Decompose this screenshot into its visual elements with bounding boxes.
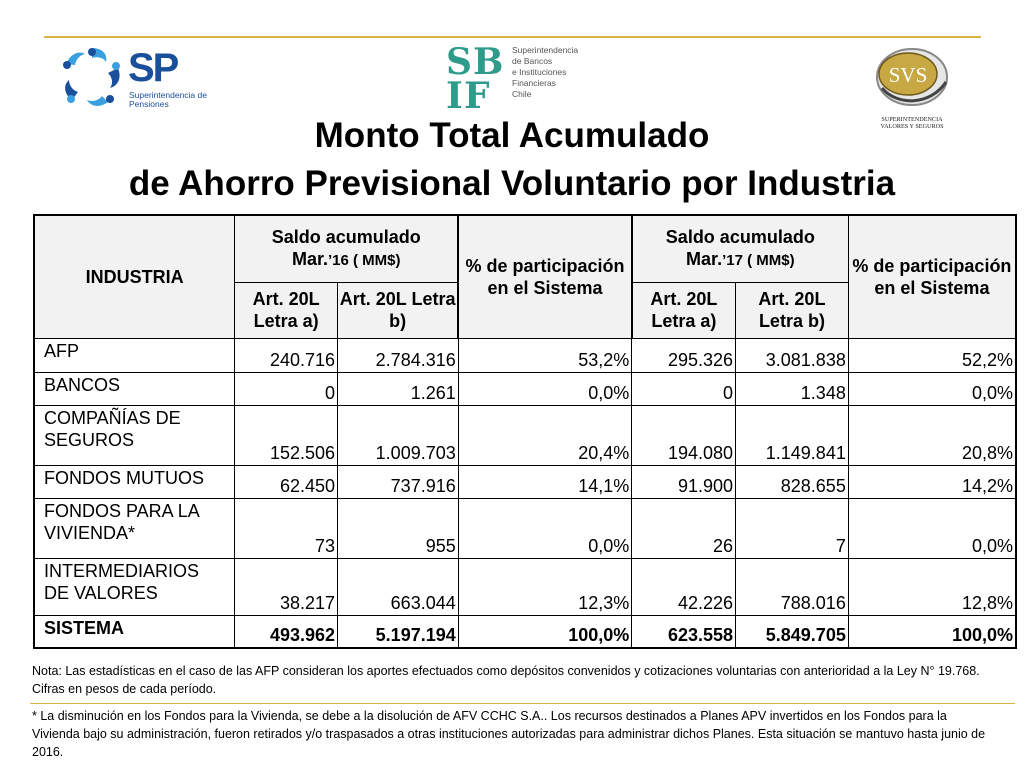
row-name-line-2: DE VALORES xyxy=(44,582,158,603)
cell-b16: 737.916 xyxy=(338,465,459,498)
cell-a16: 152.506 xyxy=(235,405,338,465)
table-row-fondos-vivienda xyxy=(34,498,1016,558)
header-saldo-2016-line1: Saldo acumulado xyxy=(271,226,421,247)
row-name: AFP xyxy=(34,338,235,372)
row-name xyxy=(34,498,235,558)
cell-a16: 240.716 xyxy=(235,338,338,372)
cell-b16: 5.197.194 xyxy=(338,615,459,648)
cell-p16: 20,4% xyxy=(458,405,632,465)
sbif-line-1: Superintendencia xyxy=(512,45,579,55)
cell-b16: 2.784.316 xyxy=(338,338,459,372)
cell-p16: 53,2% xyxy=(458,338,632,372)
row-name xyxy=(34,405,235,465)
svs-caption-line-2: VALORES Y SEGUROS xyxy=(880,123,944,130)
header-pct-2016: % de participación en el Sistema xyxy=(458,215,632,338)
header-saldo-2016-line2 xyxy=(235,248,457,272)
cell-p17: 20,8% xyxy=(848,405,1016,465)
header-art-b-2017: Art. 20L Letra b) xyxy=(736,282,849,338)
cell-b16: 955 xyxy=(338,498,459,558)
row-name xyxy=(34,558,235,615)
row-name-line-2: SEGUROS xyxy=(44,429,135,450)
cell-p17: 0,0% xyxy=(848,498,1016,558)
sp-logo xyxy=(58,44,218,114)
cell-a16: 493.962 xyxy=(235,615,338,648)
cell-b17: 3.081.838 xyxy=(736,338,849,372)
sbif-logo-mark: S B I F xyxy=(446,41,504,117)
header-saldo-2017-unit: ’17 ( MM$) xyxy=(722,251,795,269)
table-row-afp xyxy=(34,338,1016,372)
cell-p16: 0,0% xyxy=(458,498,632,558)
header-saldo-2016-month: Mar. xyxy=(291,248,328,269)
row-name-line-1: COMPAÑÍAS DE xyxy=(44,407,181,428)
cell-a16: 0 xyxy=(235,372,338,405)
sbif-line-2: de Bancos xyxy=(512,56,553,66)
cell-a17: 91.900 xyxy=(632,465,736,498)
page-title-line-1: Monto Total Acumulado xyxy=(314,116,710,155)
svs-emblem-icon xyxy=(872,44,952,110)
cell-p17: 14,2% xyxy=(848,465,1016,498)
table-row-sistema-total xyxy=(34,615,1016,648)
cell-p16: 0,0% xyxy=(458,372,632,405)
cell-a16: 73 xyxy=(235,498,338,558)
cell-b17: 828.655 xyxy=(736,465,849,498)
sbif-logo xyxy=(446,41,586,117)
table-row-fondos-mutuos xyxy=(34,465,1016,498)
cell-b16: 1.009.703 xyxy=(338,405,459,465)
cell-a17: 26 xyxy=(632,498,736,558)
cell-p17: 12,8% xyxy=(848,558,1016,615)
header-art-a-2017: Art. 20L Letra a) xyxy=(632,282,736,338)
cell-b16: 663.044 xyxy=(338,558,459,615)
footnote-vivienda: * La disminución en los Fondos para la Vivienda, se debe a la disolución de AFV CCHC S.A.. Los recursos destinados a Planes APV invertidos en los Fondos para la Vivienda bajo su administración, fueron retirados y/o traspasados a otras instituciones autorizadas para administrar dichos Planes. Esta situación se mantuvo hasta junio de 2016. xyxy=(32,709,986,759)
cell-p16: 100,0% xyxy=(458,615,632,648)
footnote-rule xyxy=(30,703,1015,704)
cell-b17: 1.149.841 xyxy=(736,405,849,465)
header-art-b-2016: Art. 20L Letra b) xyxy=(338,282,459,338)
row-name-line-1: FONDOS PARA LA xyxy=(44,500,200,521)
header-saldo-2017-line1: Saldo acumulado xyxy=(665,226,815,247)
header-saldo-2017 xyxy=(632,215,849,282)
top-rule xyxy=(44,36,981,38)
header-art-a-2016: Art. 20L Letra a) xyxy=(235,282,338,338)
row-name-line-2: VIVIENDA* xyxy=(44,522,136,543)
table-row-companias-seguros xyxy=(34,405,1016,465)
cell-b17: 788.016 xyxy=(736,558,849,615)
sbif-line-4: Financieras xyxy=(512,78,556,88)
cell-a17: 42.226 xyxy=(632,558,736,615)
cell-a16: 38.217 xyxy=(235,558,338,615)
header-saldo-2017-month: Mar. xyxy=(686,248,723,269)
cell-a16: 62.450 xyxy=(235,465,338,498)
cell-p16: 12,3% xyxy=(458,558,632,615)
cell-b17: 5.849.705 xyxy=(736,615,849,648)
row-name: BANCOS xyxy=(34,372,235,405)
footnote-afp: Nota: Las estadísticas en el caso de las AFP consideran los aportes efectuados como depósitos convenidos y cotizaciones voluntarias con anterioridad a la Ley N° 19.768. Cifras en pesos de cada período. xyxy=(32,664,980,696)
svs-logo-mark: SVS xyxy=(888,63,928,87)
cell-a17: 0 xyxy=(632,372,736,405)
sbif-line-5: Chile xyxy=(512,89,532,99)
sp-logo-subtitle: Superintendencia de Pensiones xyxy=(129,90,207,109)
header-industria: INDUSTRIA xyxy=(34,215,235,338)
sp-logo-mark: SP xyxy=(128,46,178,90)
header-saldo-2016 xyxy=(235,215,459,282)
row-name-line-1: INTERMEDIARIOS xyxy=(44,560,200,581)
svs-caption-line-1: SUPERINTENDENCIA xyxy=(881,116,943,123)
industry-savings-table xyxy=(33,214,1017,649)
sbif-logo-text xyxy=(512,45,587,100)
cell-b17: 1.348 xyxy=(736,372,849,405)
sbif-line-3: e Instituciones xyxy=(512,67,567,77)
header-pct-2017: % de participación en el Sistema xyxy=(848,215,1016,338)
cell-p17: 52,2% xyxy=(848,338,1016,372)
header-saldo-2016-unit: ’16 ( MM$) xyxy=(328,251,401,269)
cell-p17: 100,0% xyxy=(848,615,1016,648)
cell-a17: 295.326 xyxy=(632,338,736,372)
cell-b16: 1.261 xyxy=(338,372,459,405)
row-name: SISTEMA xyxy=(34,615,235,648)
cell-a17: 194.080 xyxy=(632,405,736,465)
row-name: FONDOS MUTUOS xyxy=(34,465,235,498)
cell-p16: 14,1% xyxy=(458,465,632,498)
page-title-line-2: de Ahorro Previsional Voluntario por Industria xyxy=(128,164,896,203)
cell-a17: 623.558 xyxy=(632,615,736,648)
cell-p17: 0,0% xyxy=(848,372,1016,405)
table-row-bancos xyxy=(34,372,1016,405)
table-row-intermediarios-valores xyxy=(34,558,1016,615)
sp-figures-icon xyxy=(58,44,126,110)
header-saldo-2017-line2 xyxy=(633,248,848,272)
cell-b17: 7 xyxy=(736,498,849,558)
